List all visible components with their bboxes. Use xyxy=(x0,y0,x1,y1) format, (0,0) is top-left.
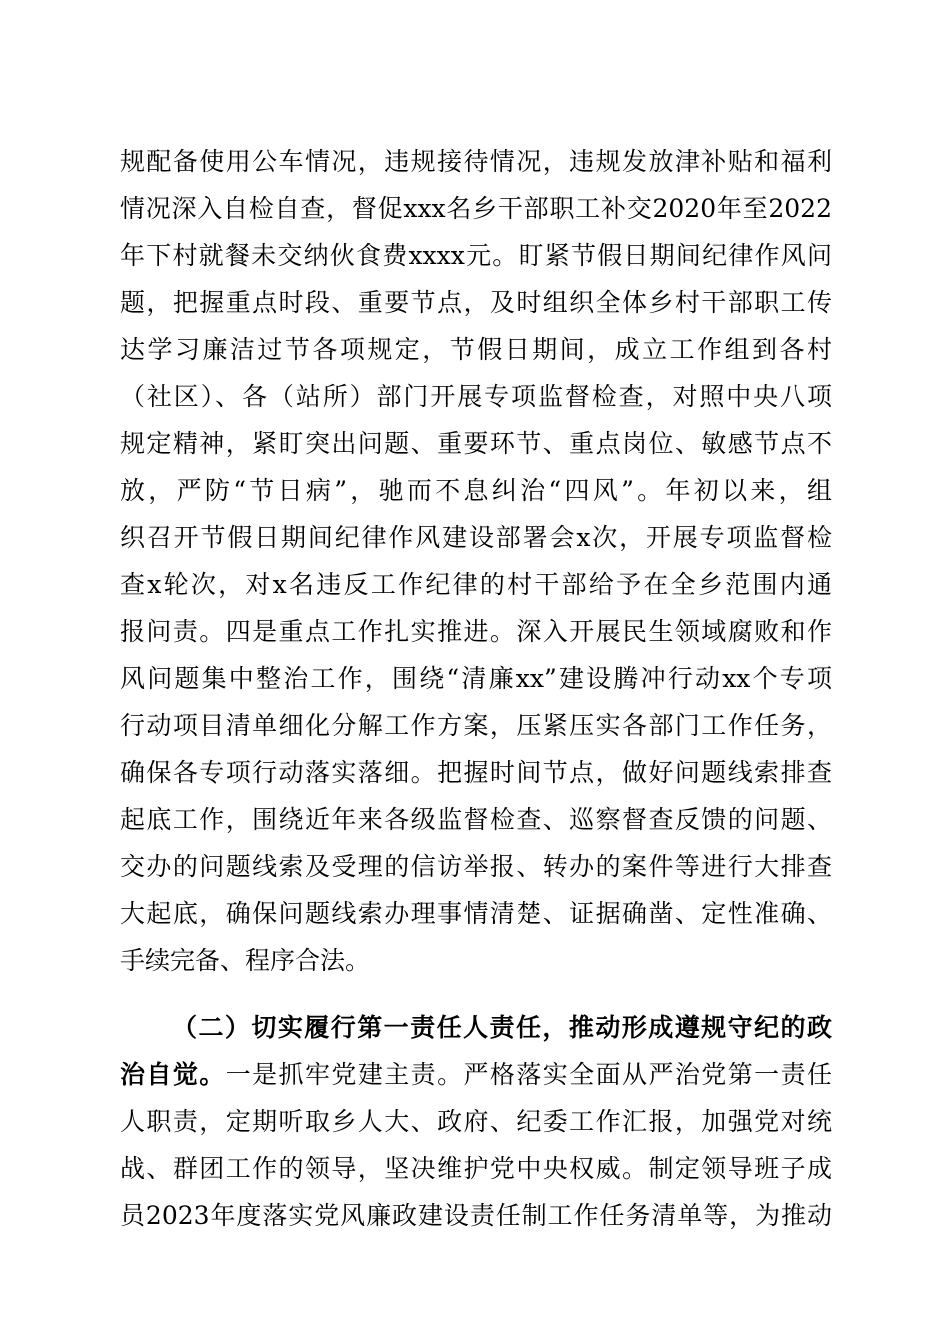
paragraph-line: 查x轮次，对x名违反工作纪律的村干部给予在全乡范围内通 xyxy=(120,570,832,599)
heading-continuation-line xyxy=(120,1055,832,1095)
paragraph-line: 员2023年度落实党风廉政建设责任制工作任务清单等，为推动 xyxy=(120,1201,832,1230)
paragraph-line: 战、群团工作的领导，坚决维护党中央权威。制定领导班子成 xyxy=(120,1154,832,1183)
paragraph-line: 达学习廉洁过节各项规定，节假日期间，成立工作组到各村 xyxy=(120,335,832,364)
section-heading-end: 治自觉。 xyxy=(120,1060,226,1089)
paragraph-line: 确保各专项行动落实落细。把握时间节点，做好问题线索排查 xyxy=(120,758,832,787)
section-heading: （二）切实履行第一责任人责任，推动形成遵规守纪的政 xyxy=(172,1013,832,1042)
paragraph-line: 风问题集中整治工作，围绕“清廉xx”建设腾冲行动xx个专项 xyxy=(120,664,832,693)
paragraph-line: 规定精神，紧盯突出问题、重要环节、重点岗位、敏感节点不 xyxy=(120,429,832,458)
paragraph-line: 手续完备、程序合法。 xyxy=(120,946,371,975)
paragraph-line: 放，严防“节日病”，驰而不息纠治“四风”。年初以来，组 xyxy=(120,476,832,505)
paragraph-text: 一是抓牢党建主责。严格落实全面从严治党第一责任 xyxy=(225,1060,832,1089)
paragraph-line: 报问责。四是重点工作扎实推进。深入开展民生领域腐败和作 xyxy=(120,617,832,646)
paragraph-line: 行动项目清单细化分解工作方案，压紧压实各部门工作任务， xyxy=(120,711,832,740)
paragraph-line: （社区）、各（站所）部门开展专项监督检查，对照中央八项 xyxy=(120,382,832,411)
paragraph-line: 织召开节假日期间纪律作风建设部署会x次，开展专项监督检 xyxy=(120,523,832,552)
paragraph-line: 人职责，定期听取乡人大、政府、纪委工作汇报，加强党对统 xyxy=(120,1107,832,1136)
paragraph-line: 大起底，确保问题线索办理事情清楚、证据确凿、定性准确、 xyxy=(120,899,832,928)
paragraph-line: 起底工作，围绕近年来各级监督检查、巡察督查反馈的问题、 xyxy=(120,805,832,834)
paragraph-line: 交办的问题线索及受理的信访举报、转办的案件等进行大排查 xyxy=(120,852,832,881)
paragraph-line: 情况深入自检自查，督促xxx名乡干部职工补交2020年至2022 xyxy=(120,194,832,223)
paragraph-line: 规配备使用公车情况，违规接待情况，违规发放津补贴和福利 xyxy=(120,147,832,176)
paragraph-line: 题，把握重点时段、重要节点，及时组织全体乡村干部职工传 xyxy=(120,288,832,317)
paragraph-line: 年下村就餐未交纳伙食费xxxx元。盯紧节假日期间纪律作风问 xyxy=(120,241,832,270)
